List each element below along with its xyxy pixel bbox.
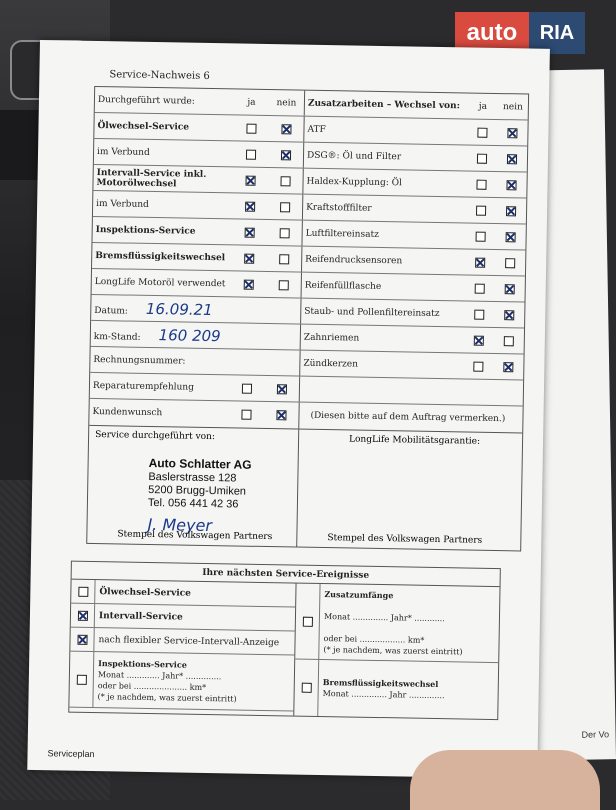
right-row-label: Zahnriemen xyxy=(303,332,360,344)
left-row-label: Inspektions-Service xyxy=(95,224,196,237)
kundenwunsch-ja-checkbox[interactable] xyxy=(241,410,251,420)
service-by-label: Service durchgeführt von: xyxy=(95,430,215,443)
next-service-checkbox[interactable] xyxy=(77,634,87,644)
zusatz-oder: oder bei .................. km* xyxy=(323,633,425,645)
reparatur-ja-checkbox[interactable] xyxy=(241,383,251,393)
nein-checkbox[interactable] xyxy=(505,258,515,268)
inspektion-monat: Monat ............. Jahr* .............. xyxy=(97,669,222,681)
left-row-label: Intervall-Service inkl. Motorölwechsel xyxy=(96,167,207,189)
left-row-label: Ölwechsel-Service xyxy=(97,120,190,133)
ja-head: ja xyxy=(247,97,256,108)
right-row-label: Haldex-Kupplung: Öl xyxy=(306,176,403,188)
service-grid xyxy=(86,86,529,552)
brems-monat: Monat .............. Jahr .............. xyxy=(322,689,445,701)
nein-checkbox[interactable] xyxy=(503,362,513,372)
nein-checkbox[interactable] xyxy=(504,336,514,346)
zusatz-monat: Monat .............. Jahr* ............ xyxy=(323,611,445,623)
ja-checkbox[interactable] xyxy=(475,257,485,267)
right-row-label: Kraftstofffilter xyxy=(306,202,372,214)
nein-checkbox[interactable] xyxy=(504,310,514,320)
partner-stamp-area xyxy=(87,426,299,547)
nein-checkbox[interactable] xyxy=(506,180,516,190)
reparatur-nein-checkbox[interactable] xyxy=(276,384,286,394)
nein-checkbox[interactable] xyxy=(279,228,289,238)
ja-checkbox[interactable] xyxy=(245,175,255,185)
stempel-left: Stempel des Volkswagen Partners xyxy=(117,529,273,543)
longlife-area xyxy=(297,430,522,551)
km-stand-label: km-Stand: xyxy=(93,331,141,343)
facing-page-footer: Der Vo xyxy=(581,729,610,740)
dealer-stamp xyxy=(148,457,252,512)
right-row-label: Zündkerzen xyxy=(303,358,359,370)
right-row-label: Reifendrucksensoren xyxy=(305,254,403,266)
dealer-street: Baslerstrasse 128 xyxy=(148,470,237,485)
brems-checkbox[interactable] xyxy=(301,683,311,693)
next-service-label: nach flexibler Service-Intervall-Anzeige xyxy=(98,634,280,648)
ja-checkbox[interactable] xyxy=(477,153,487,163)
next-title: Ihre nächsten Service-Ereignisse xyxy=(72,562,500,587)
nein-checkbox[interactable] xyxy=(507,128,517,138)
zusatz-title: Zusatzumfänge xyxy=(324,588,394,600)
ja-checkbox[interactable] xyxy=(245,201,255,211)
nein-checkbox[interactable] xyxy=(507,154,517,164)
inspektion-block xyxy=(69,652,294,712)
page-header: Service-Nachweis 6 xyxy=(109,69,210,82)
nein-checkbox[interactable] xyxy=(505,284,515,294)
nein-checkbox[interactable] xyxy=(279,254,289,264)
left-row-label: im Verbund xyxy=(96,198,149,210)
dealer-city: 5200 Brugg-Umiken xyxy=(148,483,247,498)
zusatz-block xyxy=(295,584,499,664)
nein-checkbox[interactable] xyxy=(280,202,290,212)
zusatz-checkbox[interactable] xyxy=(302,616,312,626)
stamp-zone xyxy=(87,425,522,551)
brems-block xyxy=(294,660,498,720)
datum-label: Datum: xyxy=(94,305,128,317)
ja-checkbox[interactable] xyxy=(244,227,254,237)
logo-ria: RIA xyxy=(529,12,585,54)
kundenwunsch-nein-checkbox[interactable] xyxy=(276,410,286,420)
next-service-checkbox[interactable] xyxy=(77,610,87,620)
dealer-name: Auto Schlatter AG xyxy=(148,455,252,472)
nein-checkbox[interactable] xyxy=(280,150,290,160)
right-row-label: DSG®: Öl und Filter xyxy=(306,150,402,162)
nein-checkbox[interactable] xyxy=(506,232,516,242)
inspektion-checkbox[interactable] xyxy=(76,674,86,684)
ja-checkbox[interactable] xyxy=(474,309,484,319)
next-service-events xyxy=(68,561,501,720)
nein-head: nein xyxy=(276,97,297,108)
left-row-label: im Verbund xyxy=(96,146,150,158)
ja-checkbox[interactable] xyxy=(473,361,483,371)
ja-head: ja xyxy=(478,101,488,112)
inspektion-note: (* je nachdem, was zuerst eintritt) xyxy=(97,691,237,704)
right-row-label: Staub- und Pollenfiltereinsatz xyxy=(304,306,440,319)
ja-checkbox[interactable] xyxy=(243,279,253,289)
ja-checkbox[interactable] xyxy=(245,149,255,159)
kundenwunsch-label: Kundenwunsch xyxy=(92,406,163,419)
right-row-label: Luftfiltereinsatz xyxy=(305,228,379,240)
longlife-label: LongLife Mobilitätsgarantie: xyxy=(348,434,481,447)
right-row-label: ATF xyxy=(307,124,326,135)
rechnungsnummer-label: Rechnungsnummer: xyxy=(93,354,186,367)
zusatz-note: (* je nachdem, was zuerst eintritt) xyxy=(323,644,463,656)
next-service-checkbox[interactable] xyxy=(78,586,88,596)
ja-checkbox[interactable] xyxy=(475,283,485,293)
ja-checkbox[interactable] xyxy=(477,127,487,137)
ja-checkbox[interactable] xyxy=(476,205,486,215)
right-row-label: Reifenfüllflasche xyxy=(304,280,382,292)
auftrag-note: (Diesen bitte auf dem Auftrag vermerken.) xyxy=(310,410,506,425)
right-head: Zusatzarbeiten – Wechsel von: xyxy=(307,98,461,111)
service-page xyxy=(27,40,550,779)
nein-checkbox[interactable] xyxy=(278,280,288,290)
nein-checkbox[interactable] xyxy=(281,124,291,134)
hand xyxy=(410,750,600,810)
reparatur-label: Reparaturempfehlung xyxy=(92,380,194,393)
inspektion-oder: oder bei ..................... km* xyxy=(97,680,207,692)
left-row-label: LongLife Motoröl verwendet xyxy=(94,276,226,289)
left-head: Durchgeführt wurde: xyxy=(97,94,195,107)
brems-title: Bremsflüssigkeitswechsel xyxy=(322,677,439,690)
next-service-label: Ölwechsel-Service xyxy=(99,586,191,599)
ja-checkbox[interactable] xyxy=(474,335,484,345)
left-row-label: Bremsflüssigkeitswechsel xyxy=(95,250,226,263)
ja-checkbox[interactable] xyxy=(244,253,254,263)
signature: J. Meyer xyxy=(147,514,213,536)
datum-value[interactable]: 16.09.21 xyxy=(145,299,213,319)
ja-checkbox[interactable] xyxy=(476,179,486,189)
nein-checkbox[interactable] xyxy=(506,206,516,216)
logo-auto: auto xyxy=(455,12,529,54)
next-service-label: Intervall-Service xyxy=(98,610,183,623)
nein-head: nein xyxy=(502,101,523,112)
ja-checkbox[interactable] xyxy=(476,231,486,241)
stempel-right: Stempel des Volkswagen Partners xyxy=(327,533,483,546)
ja-checkbox[interactable] xyxy=(246,123,256,133)
km-stand-value[interactable]: 160 209 xyxy=(158,325,221,345)
page-footer: Serviceplan xyxy=(47,748,95,760)
dealer-tel: Tel. 056 441 42 36 xyxy=(147,496,239,511)
nein-checkbox[interactable] xyxy=(280,176,290,186)
inspektion-title: Inspektions-Service xyxy=(98,657,187,670)
